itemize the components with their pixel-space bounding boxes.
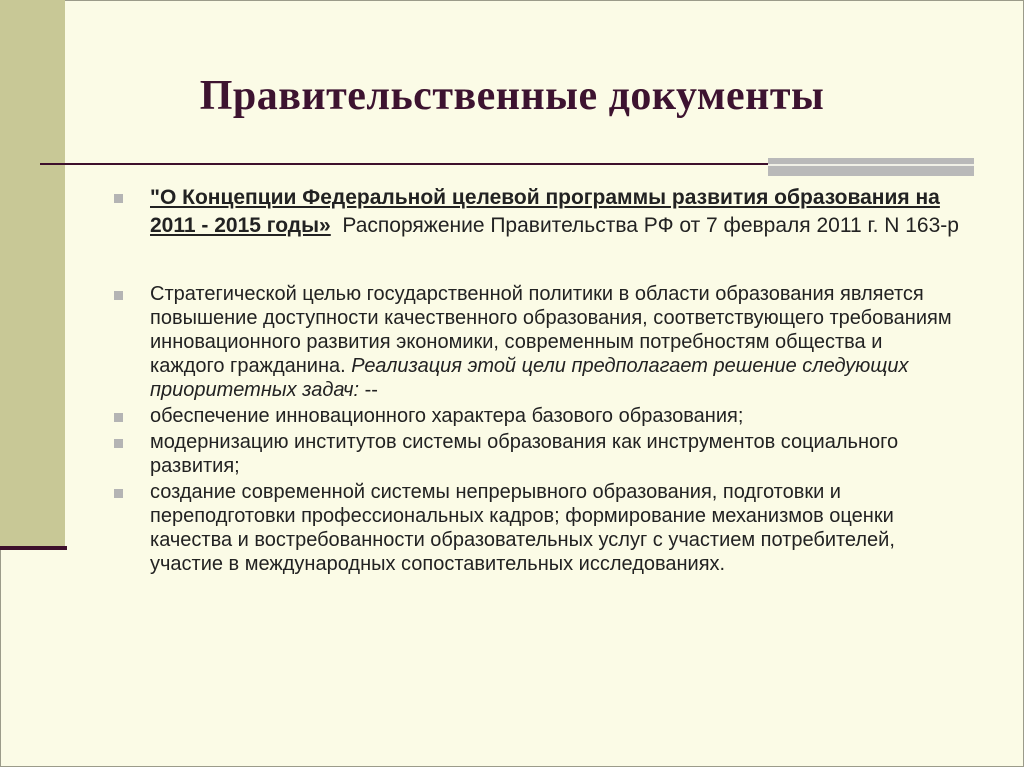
decorative-gray-bar xyxy=(768,158,974,176)
bullet-list xyxy=(112,184,962,578)
bullet-text: модернизацию институтов системы образования как инструментов социального развития; xyxy=(150,431,899,477)
bullet-text: обеспечение инновационного характера базового образования; xyxy=(150,405,744,427)
left-accent-underline xyxy=(0,546,67,550)
bullet-text: Стратегической целью государственной политики в области образования является повышение доступности качественного образования, соответствующего требованиям инновационного развития экономики, современным потребностям общества и каждого гражданина. xyxy=(150,283,952,377)
decorative-gray-bar-stripe xyxy=(768,164,974,166)
title-divider xyxy=(40,163,775,165)
bullet-item xyxy=(112,282,962,402)
bullet-item xyxy=(112,480,962,576)
bullet-square-icon xyxy=(114,489,123,498)
bullet-square-icon xyxy=(114,194,123,203)
document-reference: Распоряжение Правительства РФ от 7 февраля 2011 г. N 163-р xyxy=(330,214,959,237)
bullet-item xyxy=(112,184,962,240)
bullet-text: создание современной системы непрерывного образования, подготовки и переподготовки профессиональных кадров; формирование механизмов оценки качества и востребованности образовательных услуг с участием потребителей, участие в международных сопоставительных исследованиях. xyxy=(150,481,895,575)
slide-title: Правительственные документы xyxy=(199,73,825,119)
bullet-square-icon xyxy=(114,413,123,422)
bullet-square-icon xyxy=(114,439,123,448)
bullet-item xyxy=(112,430,962,478)
bullet-italic-text: Реализация этой цели предполагает решение следующих приоритетных задач: xyxy=(150,355,909,401)
bullet-square-icon xyxy=(114,291,123,300)
bullet-item xyxy=(112,404,962,428)
bullet-tail-text: -- xyxy=(359,379,378,401)
document-title: "О Концепции Федеральной целевой программы развития образования на 2011 - 2015 годы» xyxy=(150,186,940,237)
